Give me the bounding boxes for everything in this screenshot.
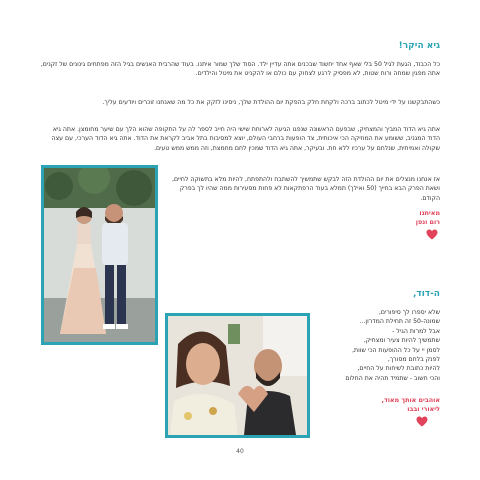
signature-line: ליאורי ובבו <box>407 405 440 413</box>
poem-line: להיות כתובת לשיחות על החיים, <box>357 365 440 373</box>
page-number: 40 <box>236 448 244 455</box>
section1-paragraph-1: כל הכבוד, הגעת לגיל 50 בלי שאף אחד יחשוד שבכנים אתה עדיין ילד. הסוד שלך שמור איתנו. בעוד שהרבית האנשים בגיל הזה מפתחים גינונים של זקנים, אתה מפגין שמחה ורוח שטות, לא מפסיק לרגע לצחוק עם כולם או להקניט את מיטל והילדים. <box>40 61 440 78</box>
signature-line: רום ונפן <box>415 218 440 226</box>
section1-paragraph-4: אז אנחנו מנצלים את יום ההולדת הזה לבקש שתמשיך להשתבח ולהתפתח, להיות מלא בתשוקה לחיים, ושאת הפרק הבא בחייך (50 ואילך) תמלא בעוד הרפתקאות לא פחות מסעירות ממה שהיו לך בפרק הקודם. <box>172 176 440 202</box>
poem-line: והכי חשוב - שתמיד תהיה את החלום <box>345 374 440 382</box>
couple-photo-illustration <box>44 168 155 342</box>
section2-heading: ה-דוד, <box>412 289 440 299</box>
selfie-photo-illustration <box>168 316 307 435</box>
heart-icon <box>426 229 438 240</box>
signature-line: מאיתנו <box>419 209 440 217</box>
section1-paragraph-2: כשהתבקשנו על ידי מיטל לכתוב ברכה ולקחת חלק בהפקת יום ההולדת שלך, ניסינו לזקק את כל מה שאנחנו זוכרים ויודעים עליך. <box>102 99 440 106</box>
poem-line: שמונה-50 זה תחילת המדרון... <box>359 318 440 326</box>
heart-icon <box>416 416 428 427</box>
section1-paragraph-3: אתה גיא הדוד המביך והמצחיק, שבפעם הראשונה שנפגו הגיעה לארוחת שישי היה חייב לספר לה על התקופה שהוא הלך עם שיער מחומצן. אתה גיא הדוד המגניב, ששומע את המוזיקה הכי איכותית, צד הופעות ברחבי העולם, יוצא למסיבות בתל אביב לקראת את הדוד. אתה גיא הדוד הערכי, עם עצה שקולה ואמיתית, שנלחם על ערכיו ללא חת. ובעיקר, אתה גיא הדוד שמכין לחם מחמצת, וזה ממש ממש טעים. <box>51 126 440 152</box>
section1-heading: גיא היקר! <box>398 41 440 51</box>
poem-line: לפנק בלחם מסורך, <box>387 356 440 364</box>
section1-signature <box>416 209 440 227</box>
poem-line: אבל למרות הגיל - <box>392 327 440 335</box>
signature-line: אוהבים אותך מאוד, <box>381 396 440 404</box>
selfie-photo <box>165 313 310 438</box>
poem-line: שלא יספרו לך סיפורים, <box>378 309 440 316</box>
section2-poem <box>300 308 440 383</box>
poem-line: לסמן יי על כל ההופעות הכי שוות, <box>352 346 440 354</box>
poem-line: שתמשיך להיות צעיר ומצחיק, <box>363 337 440 345</box>
couple-photo <box>41 165 158 345</box>
section2-signature <box>382 396 440 414</box>
